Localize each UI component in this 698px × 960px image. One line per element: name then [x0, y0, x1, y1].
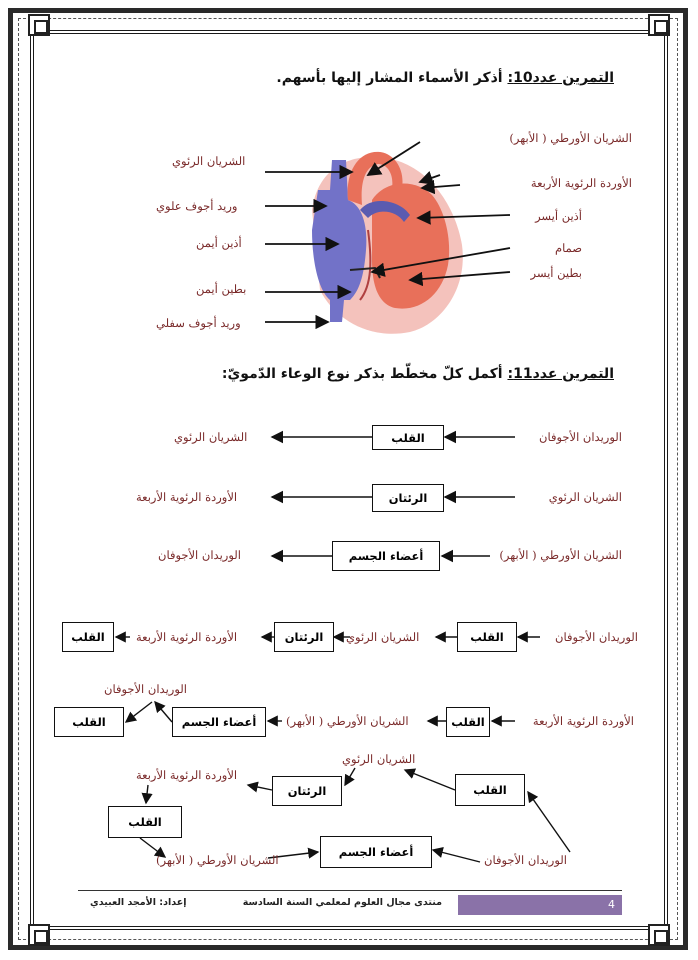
label-left-ventricle: بطين أيسر — [530, 266, 582, 280]
row3-box-body: أعضاء الجسم — [332, 541, 440, 571]
footer-page-bar — [458, 895, 622, 915]
chain2-vessel-2: الشريان الأورطي ( الأبهر) — [286, 714, 409, 728]
row1-to: الشريان الرئوي — [174, 430, 248, 444]
label-right-ventricle: بطين أيمن — [196, 282, 247, 296]
chain1-vessel-3: الأوردة الرئوية الأربعة — [136, 630, 238, 644]
exercise-10-instruction: أذكر الأسماء المشار إليها بأسهم. — [276, 70, 508, 86]
chain1-vessel-1: الوريدان الأجوفان — [555, 630, 638, 644]
cycle-box-body: أعضاء الجسم — [320, 836, 432, 868]
row2-to: الأوردة الرئوية الأربعة — [136, 490, 238, 504]
cycle-vessel-top: الشريان الرئوي — [342, 752, 416, 766]
footer-divider — [78, 890, 622, 891]
chain2-box-heart-2: القلب — [54, 707, 124, 737]
exercise-11-instruction: أكمل كلّ مخطّط بذكر نوع الوعاء الدّمويّ: — [221, 366, 508, 382]
chain1-box-heart-2: القلب — [62, 622, 114, 652]
footer-forum: منتدى مجال العلوم لمعلمي السنة السادسة — [242, 897, 442, 908]
cycle-vessel-bottom-left: الشريان الأورطي ( الأبهر) — [156, 853, 279, 867]
cycle-box-heart: القلب — [455, 774, 525, 806]
label-aorta: الشريان الأورطي ( الأبهر) — [509, 131, 632, 145]
chain2-box-body: أعضاء الجسم — [172, 707, 266, 737]
row3-from: الشريان الأورطي ( الأبهر) — [499, 548, 622, 562]
chain1-vessel-2: الشريان الرئوي — [346, 630, 420, 644]
label-inferior-vena-cava: وريد أجوف سفلي — [156, 316, 241, 330]
footer-author: إعداد: الأمجد العبيدي — [90, 897, 187, 908]
label-left-atrium: أذين أيسر — [535, 209, 582, 223]
chain1-box-lungs: الرئتان — [274, 622, 334, 652]
cycle-box-lungs: الرئتان — [272, 776, 342, 806]
cycle-vessel-bottom-right: الوريدان الأجوفان — [484, 853, 567, 867]
chain2-vessel-3: الوريدان الأجوفان — [104, 682, 187, 696]
label-pulmonary-veins: الأوردة الرئوية الأربعة — [530, 176, 632, 190]
label-superior-vena-cava: وريد أجوف علوي — [156, 199, 238, 213]
label-valve: صمام — [554, 241, 582, 255]
chain1-box-heart: القلب — [457, 622, 517, 652]
page-number: 4 — [608, 898, 615, 911]
row2-box-lungs: الرئتان — [372, 484, 444, 512]
chain2-box-heart: القلب — [446, 707, 490, 737]
exercise-11-heading — [222, 366, 614, 382]
row1-box-heart: القلب — [372, 425, 444, 450]
label-right-atrium: أذين أيمن — [196, 236, 242, 250]
exercise-10-number: التمرين عدد10: — [507, 70, 614, 86]
exercise-11-number: التمرين عدد11: — [507, 366, 614, 382]
cycle-vessel-left: الأوردة الرئوية الأربعة — [136, 768, 238, 782]
label-pulmonary-artery: الشريان الرئوي — [172, 154, 246, 168]
row2-from: الشريان الرئوي — [548, 490, 622, 504]
row3-to: الوريدان الأجوفان — [158, 548, 241, 562]
chain2-vessel-1: الأوردة الرئوية الأربعة — [532, 714, 634, 728]
row1-from: الوريدان الأجوفان — [539, 430, 622, 444]
cycle-box-heart-2: القلب — [108, 806, 182, 838]
